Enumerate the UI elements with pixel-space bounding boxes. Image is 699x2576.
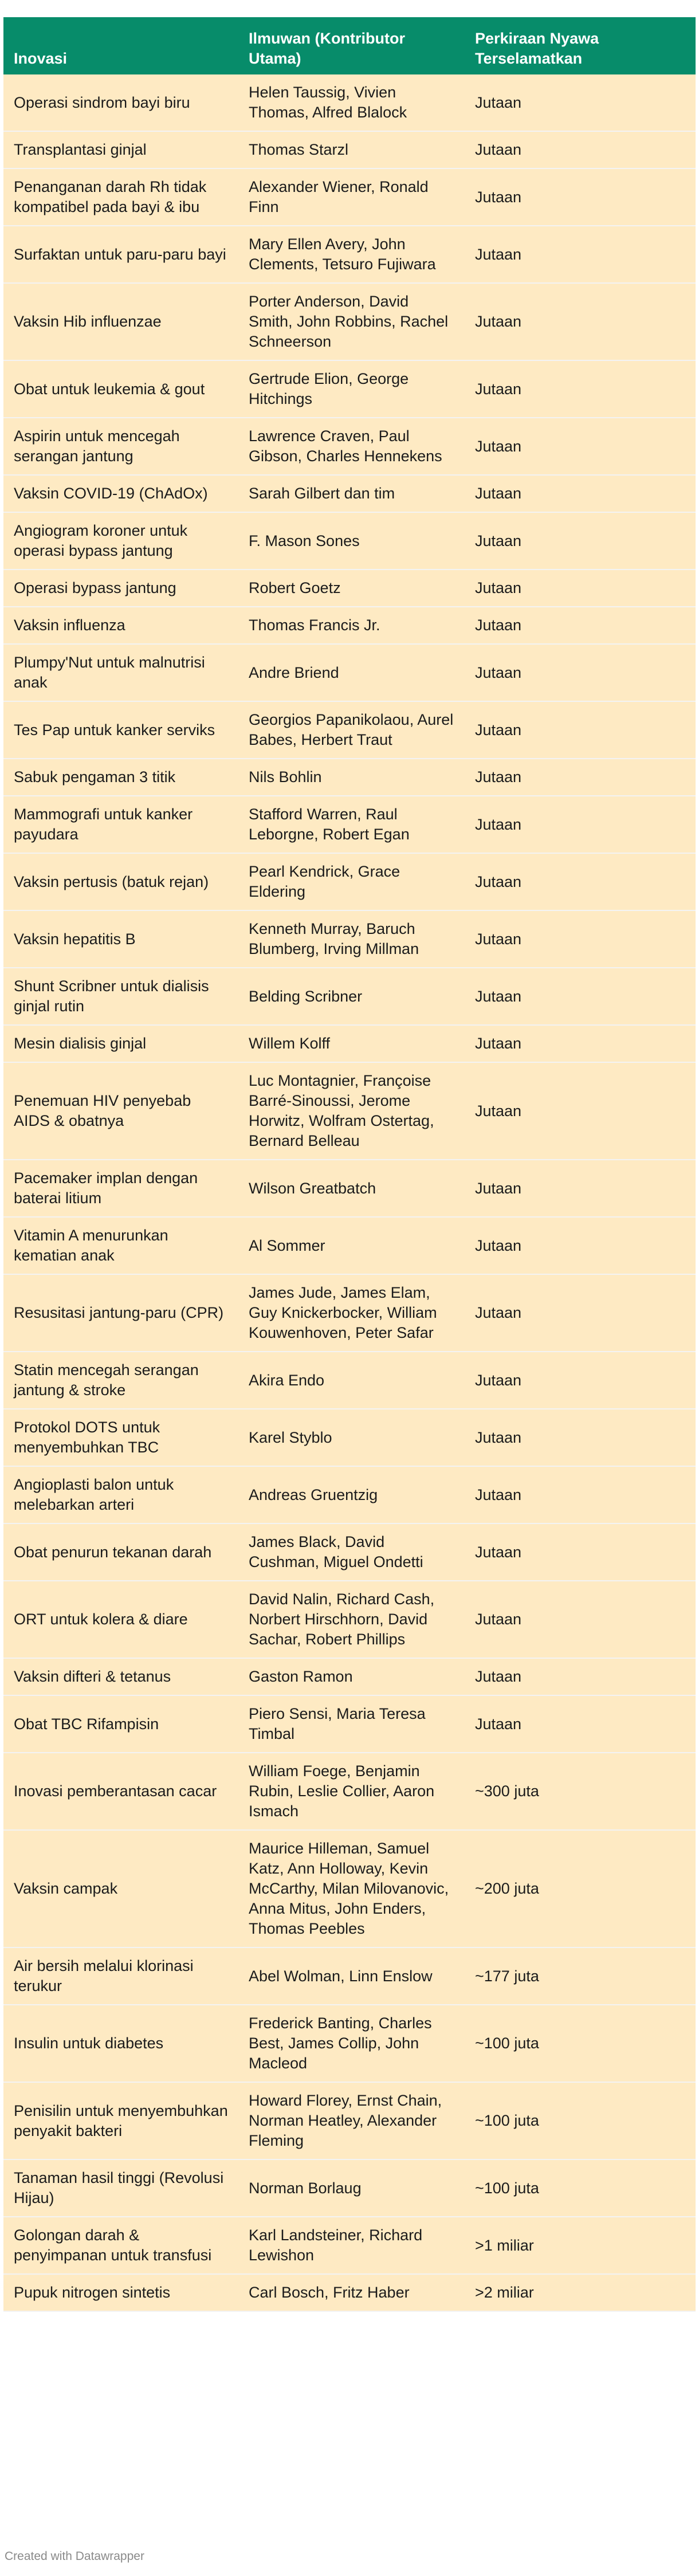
table-row — [3, 644, 696, 701]
cell-innovation: Tes Pap untuk kanker serviks — [3, 701, 238, 759]
cell-innovation: Surfaktan untuk paru-paru bayi — [3, 226, 238, 283]
table-row — [3, 1352, 696, 1409]
cell-scientists: Al Sommer — [238, 1217, 465, 1274]
cell-innovation: Insulin untuk diabetes — [3, 2005, 238, 2082]
cell-innovation: Aspirin untuk mencegah serangan jantung — [3, 418, 238, 475]
cell-innovation: Vaksin difteri & tetanus — [3, 1658, 238, 1695]
table-row — [3, 968, 696, 1025]
table-row — [3, 283, 696, 360]
cell-innovation: Vitamin A menurunkan kematian anak — [3, 1217, 238, 1274]
table-row — [3, 1466, 696, 1523]
cell-scientists: Frederick Banting, Charles Best, James Collip, John Macleod — [238, 2005, 465, 2082]
cell-lives-saved: >1 miliar — [465, 2217, 696, 2274]
cell-innovation: Obat TBC Rifampisin — [3, 1695, 238, 1753]
cell-lives-saved: Jutaan — [465, 1466, 696, 1523]
cell-scientists: Andreas Gruentzig — [238, 1466, 465, 1523]
cell-innovation: Pacemaker implan dengan baterai litium — [3, 1160, 238, 1217]
cell-innovation: Vaksin COVID-19 (ChAdOx) — [3, 475, 238, 512]
cell-lives-saved: Jutaan — [465, 910, 696, 968]
cell-scientists: David Nalin, Richard Cash, Norbert Hirschhorn, David Sachar, Robert Phillips — [238, 1581, 465, 1658]
table-row — [3, 475, 696, 512]
cell-innovation: Golongan darah & penyimpanan untuk transfusi — [3, 2217, 238, 2274]
cell-innovation: Transplantasi ginjal — [3, 131, 238, 168]
cell-scientists: Carl Bosch, Fritz Haber — [238, 2274, 465, 2311]
cell-innovation: Operasi bypass jantung — [3, 570, 238, 607]
datawrapper-credit[interactable]: Created with Datawrapper — [5, 2550, 144, 2563]
table-row — [3, 2217, 696, 2274]
lives-saved-table — [3, 17, 696, 2312]
cell-lives-saved: Jutaan — [465, 168, 696, 226]
cell-innovation: Resusitasi jantung-paru (CPR) — [3, 1274, 238, 1352]
header-row — [3, 17, 696, 74]
table-row — [3, 1830, 696, 1947]
table-row — [3, 1409, 696, 1466]
table-row — [3, 168, 696, 226]
cell-innovation: Mammografi untuk kanker payudara — [3, 796, 238, 853]
cell-innovation: Vaksin pertusis (batuk rejan) — [3, 853, 238, 910]
cell-innovation: Pupuk nitrogen sintetis — [3, 2274, 238, 2311]
cell-innovation: Angiogram koroner untuk operasi bypass jantung — [3, 512, 238, 570]
cell-lives-saved: Jutaan — [465, 131, 696, 168]
cell-lives-saved: Jutaan — [465, 607, 696, 644]
cell-innovation: Obat penurun tekanan darah — [3, 1523, 238, 1581]
cell-scientists: Wilson Greatbatch — [238, 1160, 465, 1217]
cell-innovation: Tanaman hasil tinggi (Revolusi Hijau) — [3, 2159, 238, 2217]
cell-innovation: ORT untuk kolera & diare — [3, 1581, 238, 1658]
cell-scientists: Karl Landsteiner, Richard Lewishon — [238, 2217, 465, 2274]
cell-lives-saved: Jutaan — [465, 283, 696, 360]
table-row — [3, 418, 696, 475]
table-row — [3, 796, 696, 853]
cell-scientists: Georgios Papanikolaou, Aurel Babes, Herbert Traut — [238, 701, 465, 759]
table-row — [3, 1947, 696, 2005]
cell-innovation: Sabuk pengaman 3 titik — [3, 759, 238, 796]
cell-innovation: Angioplasti balon untuk melebarkan arteri — [3, 1466, 238, 1523]
cell-innovation: Penisilin untuk menyembuhkan penyakit bakteri — [3, 2082, 238, 2159]
cell-innovation: Vaksin Hib influenzae — [3, 283, 238, 360]
table-row — [3, 853, 696, 910]
table-row — [3, 1062, 696, 1160]
table-row — [3, 131, 696, 168]
cell-scientists: Pearl Kendrick, Grace Eldering — [238, 853, 465, 910]
cell-scientists: Mary Ellen Avery, John Clements, Tetsuro Fujiwara — [238, 226, 465, 283]
cell-lives-saved: Jutaan — [465, 512, 696, 570]
table-row — [3, 2082, 696, 2159]
cell-lives-saved: Jutaan — [465, 1695, 696, 1753]
cell-innovation: Statin mencegah serangan jantung & stroke — [3, 1352, 238, 1409]
cell-scientists: Gaston Ramon — [238, 1658, 465, 1695]
cell-scientists: Norman Borlaug — [238, 2159, 465, 2217]
cell-lives-saved: ~100 juta — [465, 2082, 696, 2159]
cell-lives-saved: Jutaan — [465, 759, 696, 796]
table-row — [3, 1658, 696, 1695]
table-row — [3, 910, 696, 968]
cell-innovation: Vaksin influenza — [3, 607, 238, 644]
header-lives-saved[interactable]: Perkiraan Nyawa Terselamatkan — [465, 17, 696, 74]
cell-scientists: Kenneth Murray, Baruch Blumberg, Irving Millman — [238, 910, 465, 968]
table-header — [3, 17, 696, 74]
cell-lives-saved: Jutaan — [465, 226, 696, 283]
cell-scientists: Willem Kolff — [238, 1025, 465, 1062]
cell-lives-saved: Jutaan — [465, 1160, 696, 1217]
cell-lives-saved: Jutaan — [465, 1409, 696, 1466]
table-row — [3, 2159, 696, 2217]
table-row — [3, 701, 696, 759]
cell-scientists: James Black, David Cushman, Miguel Ondetti — [238, 1523, 465, 1581]
table-row — [3, 74, 696, 131]
cell-scientists: Thomas Francis Jr. — [238, 607, 465, 644]
cell-lives-saved: Jutaan — [465, 1581, 696, 1658]
cell-scientists: Andre Briend — [238, 644, 465, 701]
cell-innovation: Penanganan darah Rh tidak kompatibel pada bayi & ibu — [3, 168, 238, 226]
table-row — [3, 1753, 696, 1830]
cell-scientists: Belding Scribner — [238, 968, 465, 1025]
cell-lives-saved: Jutaan — [465, 570, 696, 607]
cell-scientists: Gertrude Elion, George Hitchings — [238, 360, 465, 418]
table-row — [3, 2005, 696, 2082]
table-row — [3, 607, 696, 644]
table-container — [3, 17, 696, 2312]
cell-innovation: Penemuan HIV penyebab AIDS & obatnya — [3, 1062, 238, 1160]
cell-innovation: Air bersih melalui klorinasi terukur — [3, 1947, 238, 2005]
cell-lives-saved: >2 miliar — [465, 2274, 696, 2311]
cell-scientists: Thomas Starzl — [238, 131, 465, 168]
cell-lives-saved: Jutaan — [465, 360, 696, 418]
cell-lives-saved: ~100 juta — [465, 2159, 696, 2217]
cell-scientists: Nils Bohlin — [238, 759, 465, 796]
cell-scientists: Lawrence Craven, Paul Gibson, Charles Hennekens — [238, 418, 465, 475]
cell-scientists: Luc Montagnier, Françoise Barré-Sinoussi, Jerome Horwitz, Wolfram Ostertag, Bernard Belleau — [238, 1062, 465, 1160]
cell-scientists: James Jude, James Elam, Guy Knickerbocker, William Kouwenhoven, Peter Safar — [238, 1274, 465, 1352]
table-row — [3, 1025, 696, 1062]
cell-lives-saved: Jutaan — [465, 1274, 696, 1352]
header-scientists[interactable]: Ilmuwan (Kontributor Utama) — [238, 17, 465, 74]
table-row — [3, 1523, 696, 1581]
table-row — [3, 570, 696, 607]
cell-innovation: Vaksin campak — [3, 1830, 238, 1947]
cell-scientists: Maurice Hilleman, Samuel Katz, Ann Holloway, Kevin McCarthy, Milan Milovanovic, Anna Mitus, John Enders, Thomas Peebles — [238, 1830, 465, 1947]
cell-lives-saved: Jutaan — [465, 701, 696, 759]
table-row — [3, 1695, 696, 1753]
cell-innovation: Shunt Scribner untuk dialisis ginjal rutin — [3, 968, 238, 1025]
table-row — [3, 1581, 696, 1658]
cell-lives-saved: ~200 juta — [465, 1830, 696, 1947]
cell-lives-saved: Jutaan — [465, 853, 696, 910]
cell-lives-saved: ~177 juta — [465, 1947, 696, 2005]
cell-lives-saved: Jutaan — [465, 1658, 696, 1695]
cell-innovation: Mesin dialisis ginjal — [3, 1025, 238, 1062]
cell-lives-saved: ~300 juta — [465, 1753, 696, 1830]
cell-innovation: Plumpy'Nut untuk malnutrisi anak — [3, 644, 238, 701]
cell-scientists: Alexander Wiener, Ronald Finn — [238, 168, 465, 226]
cell-lives-saved: Jutaan — [465, 1523, 696, 1581]
cell-innovation: Protokol DOTS untuk menyembuhkan TBC — [3, 1409, 238, 1466]
cell-lives-saved: Jutaan — [465, 644, 696, 701]
table-row — [3, 1274, 696, 1352]
table-row — [3, 1160, 696, 1217]
table-row — [3, 512, 696, 570]
cell-scientists: Porter Anderson, David Smith, John Robbins, Rachel Schneerson — [238, 283, 465, 360]
cell-innovation: Obat untuk leukemia & gout — [3, 360, 238, 418]
cell-scientists: Piero Sensi, Maria Teresa Timbal — [238, 1695, 465, 1753]
cell-lives-saved: Jutaan — [465, 796, 696, 853]
table-body — [3, 74, 696, 2311]
cell-scientists: Abel Wolman, Linn Enslow — [238, 1947, 465, 2005]
cell-lives-saved: Jutaan — [465, 74, 696, 131]
cell-innovation: Inovasi pemberantasan cacar — [3, 1753, 238, 1830]
cell-scientists: Stafford Warren, Raul Leborgne, Robert Egan — [238, 796, 465, 853]
cell-innovation: Operasi sindrom bayi biru — [3, 74, 238, 131]
cell-scientists: William Foege, Benjamin Rubin, Leslie Collier, Aaron Ismach — [238, 1753, 465, 1830]
cell-scientists: F. Mason Sones — [238, 512, 465, 570]
cell-lives-saved: ~100 juta — [465, 2005, 696, 2082]
cell-scientists: Akira Endo — [238, 1352, 465, 1409]
table-row — [3, 360, 696, 418]
table-row — [3, 759, 696, 796]
cell-scientists: Robert Goetz — [238, 570, 465, 607]
header-innovation[interactable]: Inovasi — [3, 17, 238, 74]
cell-lives-saved: Jutaan — [465, 1062, 696, 1160]
cell-scientists: Helen Taussig, Vivien Thomas, Alfred Blalock — [238, 74, 465, 131]
cell-lives-saved: Jutaan — [465, 1217, 696, 1274]
table-row — [3, 2274, 696, 2311]
cell-scientists: Sarah Gilbert dan tim — [238, 475, 465, 512]
cell-lives-saved: Jutaan — [465, 1352, 696, 1409]
cell-innovation: Vaksin hepatitis B — [3, 910, 238, 968]
cell-lives-saved: Jutaan — [465, 1025, 696, 1062]
table-row — [3, 1217, 696, 1274]
table-row — [3, 226, 696, 283]
cell-lives-saved: Jutaan — [465, 418, 696, 475]
cell-scientists: Karel Styblo — [238, 1409, 465, 1466]
cell-lives-saved: Jutaan — [465, 968, 696, 1025]
cell-lives-saved: Jutaan — [465, 475, 696, 512]
cell-scientists: Howard Florey, Ernst Chain, Norman Heatley, Alexander Fleming — [238, 2082, 465, 2159]
